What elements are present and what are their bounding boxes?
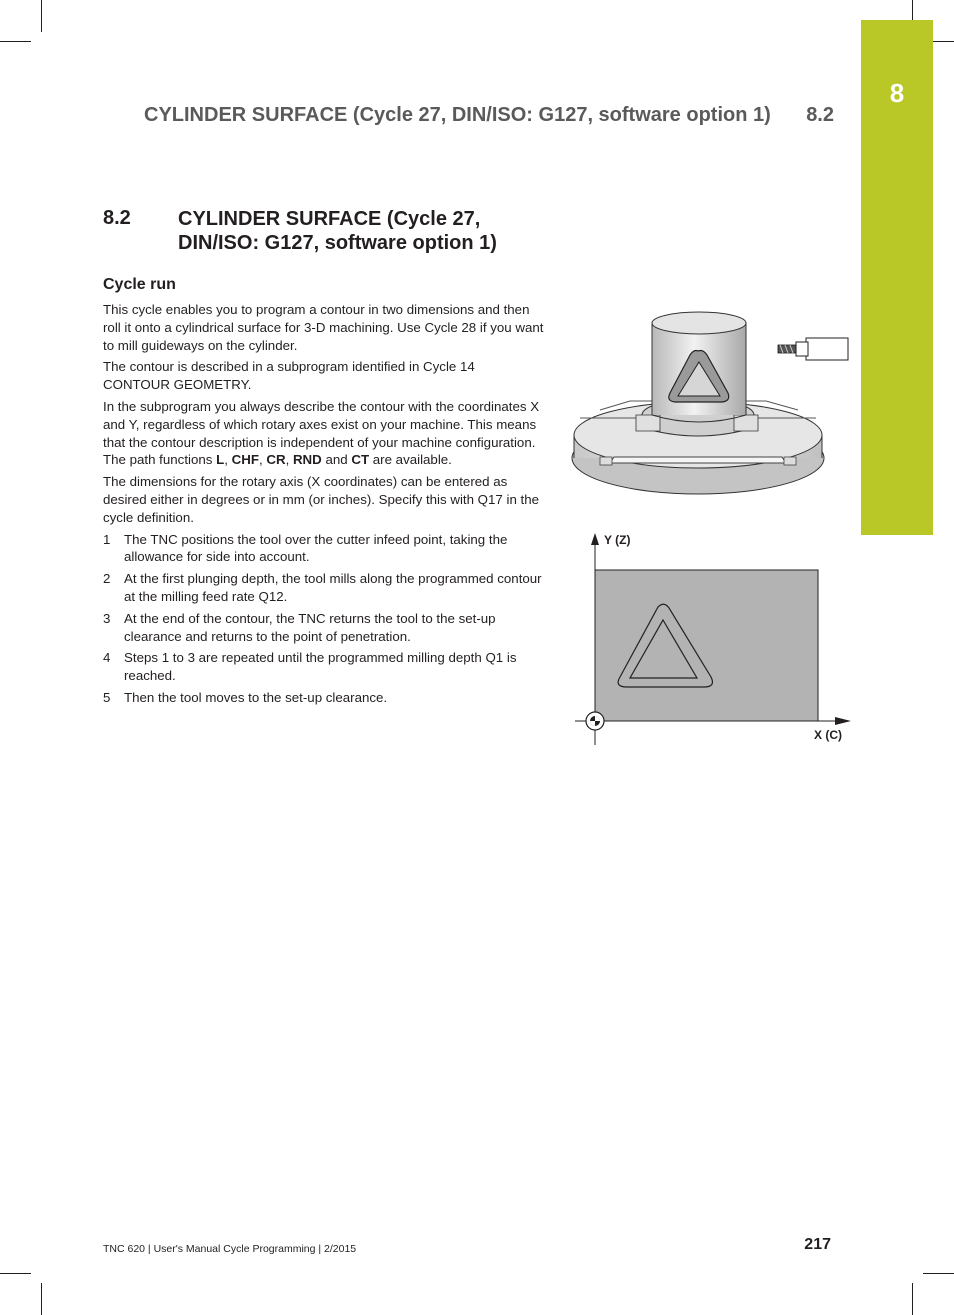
text-run: and bbox=[321, 452, 352, 468]
paragraph: The dimensions for the rotary axis (X coordinates) can be entered as desired either in degrees or in mm (or inches). Specify this with Q17 in the cycle definition. bbox=[103, 474, 540, 525]
text-run: , bbox=[285, 452, 293, 468]
step-number: 5 bbox=[103, 689, 111, 705]
crop-mark bbox=[923, 1273, 954, 1274]
text-run: In the subprogram you always describe the contour with the coordinates X and Y, regardless of which rotary axes exist on your machine. This means that the contour description is independent of your machine configuration. The path functions bbox=[103, 398, 540, 468]
running-head bbox=[144, 104, 834, 127]
section-title-line: DIN/ISO: G127, software option 1) bbox=[178, 232, 497, 254]
path-function: CT bbox=[351, 452, 370, 468]
text-run: are available. bbox=[369, 452, 452, 468]
subheading: Cycle run bbox=[103, 276, 176, 293]
step-item bbox=[103, 531, 545, 567]
path-function: RND bbox=[292, 452, 322, 468]
path-function: CHF bbox=[231, 452, 259, 468]
crop-mark bbox=[41, 0, 42, 32]
step-number: 1 bbox=[103, 531, 111, 547]
paragraph bbox=[103, 398, 545, 469]
chapter-tab bbox=[861, 20, 933, 535]
section-title bbox=[178, 207, 578, 255]
y-axis-arrow-icon bbox=[591, 533, 599, 545]
x-axis-arrow-icon bbox=[835, 717, 851, 725]
x-axis-label: X (C) bbox=[814, 728, 842, 742]
chapter-number: 8 bbox=[889, 78, 905, 108]
crop-mark bbox=[912, 1283, 913, 1315]
path-function: CR bbox=[266, 452, 286, 468]
page-number: 217 bbox=[804, 1236, 831, 1253]
step-item bbox=[103, 610, 545, 646]
step-text: At the end of the contour, the TNC returns the tool to the set-up clearance and returns to the point of penetration. bbox=[124, 610, 496, 644]
datum-icon bbox=[586, 712, 604, 730]
text-run: , bbox=[224, 452, 232, 468]
y-axis-label: Y (Z) bbox=[604, 533, 631, 547]
body-text bbox=[103, 301, 545, 711]
step-item bbox=[103, 570, 545, 606]
paragraph: The contour is described in a subprogram identified in Cycle 14 CONTOUR GEOMETRY. bbox=[103, 359, 475, 393]
step-number: 4 bbox=[103, 650, 111, 666]
crop-mark bbox=[0, 1273, 31, 1274]
step-list bbox=[103, 531, 545, 707]
crop-mark bbox=[933, 41, 954, 42]
path-function: L bbox=[216, 452, 225, 468]
step-item bbox=[103, 649, 545, 685]
contour-diagram bbox=[570, 525, 855, 750]
step-number: 2 bbox=[103, 571, 111, 587]
crop-mark bbox=[0, 41, 31, 42]
running-head-section: 8.2 bbox=[806, 104, 834, 126]
step-text: At the first plunging depth, the tool mills along the programmed contour at the milling feed rate Q12. bbox=[124, 571, 542, 604]
section-title-line: CYLINDER SURFACE (Cycle 27, bbox=[178, 208, 481, 230]
step-item bbox=[103, 689, 545, 707]
step-text: Steps 1 to 3 are repeated until the programmed milling depth Q1 is reached. bbox=[124, 650, 517, 684]
crop-mark bbox=[41, 1283, 42, 1315]
step-text: The TNC positions the tool over the cutter infeed point, taking the allowance for side into account. bbox=[124, 531, 508, 565]
footer-text: TNC 620 | User's Manual Cycle Programming | 2/2015 bbox=[103, 1243, 357, 1255]
cylinder-illustration bbox=[570, 305, 855, 505]
running-head-title: CYLINDER SURFACE (Cycle 27, DIN/ISO: G127, software option 1) bbox=[144, 104, 771, 126]
paragraph: This cycle enables you to program a contour in two dimensions and then roll it onto a cylindrical surface for 3-D machining. Use Cycle 28 if you want to mill guideways on the cylinder. bbox=[103, 302, 544, 353]
section-number: 8.2 bbox=[103, 207, 131, 229]
step-number: 3 bbox=[103, 610, 111, 626]
text-run: , bbox=[258, 452, 267, 468]
crop-mark bbox=[912, 0, 913, 20]
step-text: Then the tool moves to the set-up clearance. bbox=[124, 689, 388, 705]
